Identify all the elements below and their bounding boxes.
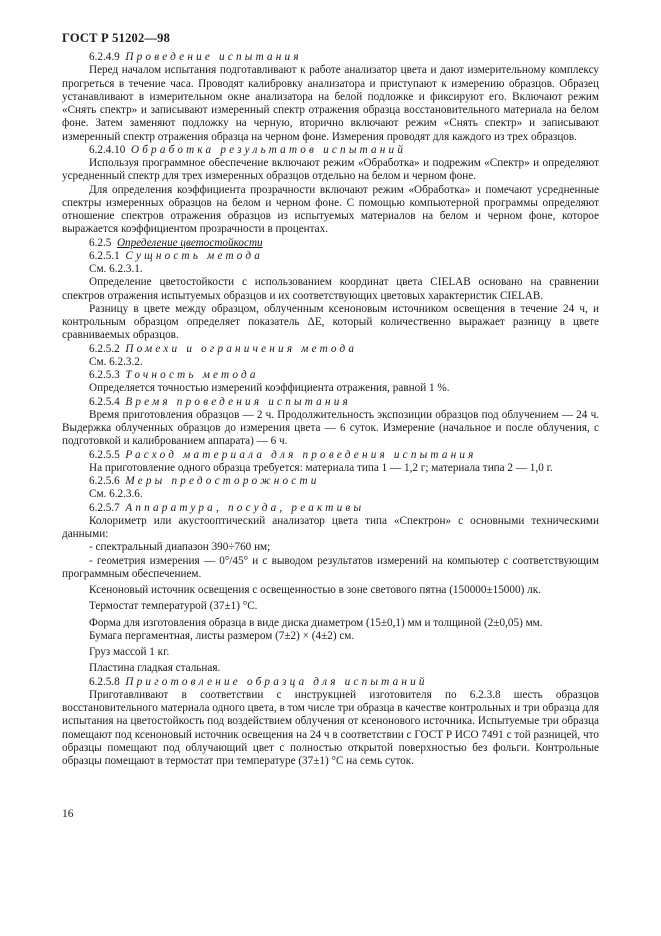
paragraph: См. 6.2.3.1.: [89, 263, 143, 275]
section-number: 6.2.5.8: [89, 675, 120, 688]
paragraph: Определяется точностью измерений коэффициента отражения, равной 1 %.: [89, 382, 450, 395]
paragraph: Бумага пергаментная, листы размером (7±2) × (4±2) см.: [89, 629, 355, 642]
page-number: 16: [62, 808, 74, 820]
section-heading: [62, 475, 599, 488]
section-title: Время проведения испытания: [125, 395, 351, 408]
section-title: Приготовление образца для испытаний: [125, 675, 428, 688]
section-title: Сущность метода: [125, 249, 264, 262]
section-number: 6.2.5: [89, 236, 112, 249]
document-body: [62, 51, 599, 768]
paragraph: Пластина гладкая стальная.: [89, 662, 221, 675]
section-heading: [62, 502, 599, 515]
paragraph: См. 6.2.3.6.: [89, 488, 143, 501]
section-number: 6.2.5.2: [89, 342, 120, 355]
section-number: 6.2.5.1: [89, 249, 120, 262]
section-heading: [62, 144, 599, 157]
paragraph: Время приготовления образцов — 2 ч. Продолжительность экспозиции образцов под облучением — 24 ч. Выдержка облученных образцов до измерения цвета — 6 суток. Измерение (начальное и после облучения, с подготовкой и калиброванием аппарата) — 6 ч.: [62, 408, 599, 448]
paragraph: См. 6.2.3.2.: [89, 355, 143, 368]
paragraph: Разницу в цвете между образцом, облученным ксеноновым источником освещения в течение 24 ч, и контрольным образцом определяет показатель ΔE, который количественно выражает разницу в цвете сравниваемых образцов.: [62, 302, 599, 342]
section-heading: [62, 676, 599, 689]
section-title: Проведение испытания: [125, 51, 302, 63]
section-title: Расход материала для проведения испытания: [125, 448, 477, 461]
paragraph: Определение цветостойкости с использованием координат цвета CIELAB основано на сравнении спектров отражения испытуемых образцов и их соответствующих цветовых характеристик CIELAB.: [62, 276, 599, 302]
document-header: ГОСТ Р 51202—98: [62, 31, 171, 45]
paragraph: Термостат температурой (37±1) °С.: [89, 600, 258, 613]
section-title: Определение цветостойкости: [116, 236, 263, 249]
section-heading: [62, 449, 599, 462]
section-heading: [62, 369, 599, 382]
section-heading: [62, 51, 599, 64]
paragraph: На приготовление одного образца требуется: материала типа 1 — 1,2 г; материала типа 2 — 1,0 г.: [89, 461, 553, 474]
paragraph: Груз массой 1 кг.: [89, 646, 170, 658]
section-heading: [62, 343, 599, 356]
paragraph: Перед началом испытания подготавливают к работе анализатор цвета и дают измерительному комплексу прогреться в течение часа. Проводят калибровку анализатора и приступают к измерению образцов. Образец устанавливают в измерительном окне анализатора на белой подложке и фиксируют его. Включают режим «Снять спектр» и записывают измеренный спектр отражения образца восстановительного материала на белом фоне. Затем заменяют подложку на черную, вторично включают режим «Снять спектр» и записывают измеренный спектр отражения образца на черном фоне. Измерения проводят для каждого из трех образцов.: [62, 64, 599, 143]
section-number: 6.2.5.5: [89, 448, 120, 461]
section-number: 6.2.5.7: [89, 501, 120, 514]
paragraph: Колориметр или акустооптический анализатор цвета типа «Спектрон» с основными техническими данными:: [62, 514, 599, 540]
paragraph: Ксеноновый источник освещения с освещенностью в зоне светового пятна (150000±15000) лк.: [89, 584, 541, 596]
paragraph: - спектральный диапазон 390÷760 нм;: [89, 541, 271, 554]
section-heading: [62, 250, 599, 263]
section-number: 6.2.4.10: [89, 143, 126, 156]
paragraph: Используя программное обеспечение включают режим «Обработка» и подрежим «Спектр» и определяют усредненный спектр для трех измеренных образцов отдельно на белом и черном фоне.: [62, 157, 599, 183]
paragraph: Приготавливают в соответствии с инструкцией изготовителя по 6.2.3.8 шесть образцов восстановительного материала одного цвета, в том числе три образца в качестве контрольных и три образца для испытания на цветостойкость под воздействием облучения от ксенонового источника. Испытуемые три образца помещают под ксеноновый источник освещения на 24 ч в соответствии с ГОСТ Р ИСО 7491 с той разницей, что образцы помещают под облучающий цвет с полностью открытой поверхностью без фольги. Контрольные образцы помещают в термостат при температуре (37±1) °С на семь суток.: [62, 688, 599, 767]
section-title: Точность метода: [125, 369, 259, 381]
paragraph: Для определения коэффициента прозрачности включают режим «Обработка» и помечают усредненные спектры измеренных образцов на белом и черном фоне. С помощью компьютерной программы определяют отношение спектров отражения образцов из испытуемых материалов на белом и черном фоне, которое выражается коэффициентом прозрачности в процентах.: [62, 183, 599, 236]
section-title: Обработка результатов испытаний: [130, 143, 407, 156]
section-number: 6.2.5.6: [89, 475, 120, 487]
section-number: 6.2.5.4: [89, 395, 120, 408]
section-number: 6.2.5.3: [89, 369, 120, 381]
section-title: Меры предосторожности: [125, 475, 320, 487]
section-heading: [62, 396, 599, 409]
section-heading: [62, 237, 599, 250]
paragraph: Форма для изготовления образца в виде диска диаметром (15±0,1) мм и толщиной (2±0,05) мм.: [89, 616, 543, 629]
paragraph: - геометрия измерения — 0°/45° и с выводом результатов измерений на компьютер с соответствующим программным обеспечением.: [62, 554, 599, 580]
section-title: Помехи и ограничения метода: [125, 342, 358, 355]
section-title: Аппаратура, посуда, реактивы: [125, 501, 365, 514]
section-number: 6.2.4.9: [89, 51, 120, 63]
